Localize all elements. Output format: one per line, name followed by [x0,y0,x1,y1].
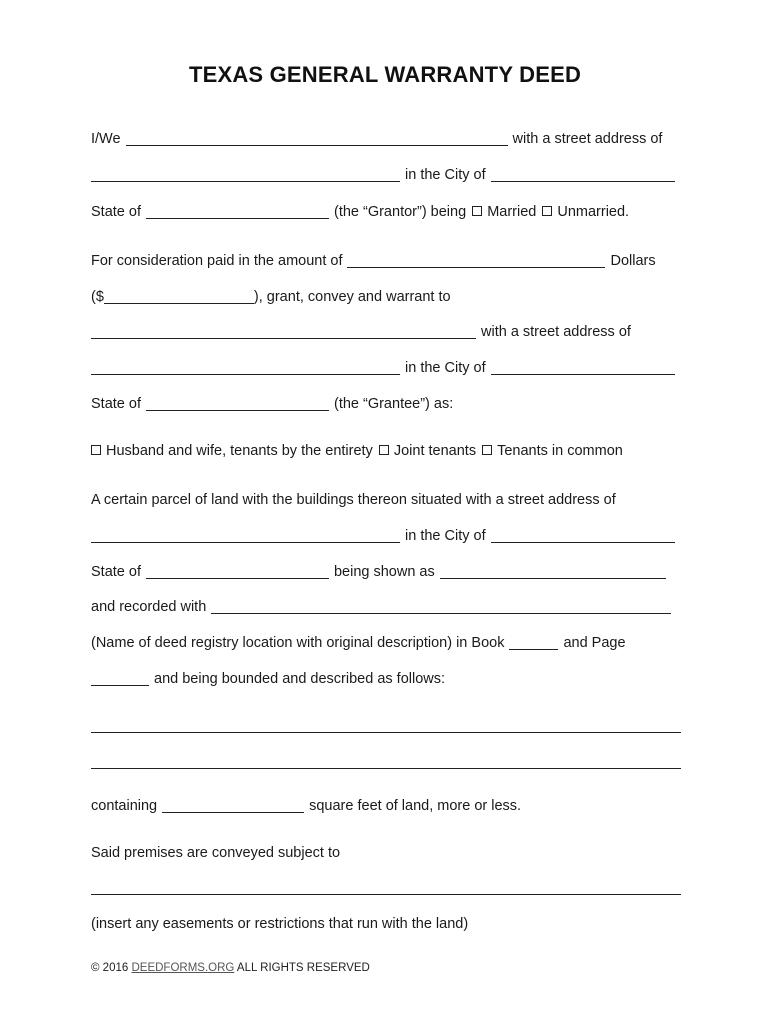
line-grantee-state [91,394,681,414]
line-parcel-state [91,562,681,582]
label-husband-wife: Husband and wife, tenants by the entirety [106,443,373,459]
label-grantee-as: (the “Grantee”) as: [333,396,454,412]
parcel-state-field[interactable] [146,563,329,579]
label-married: Married [487,204,537,220]
line-parcel [91,490,681,510]
label-recorded-with: and recorded with [91,599,207,615]
line-grantee-address [91,358,681,378]
grantee-state-field[interactable] [146,395,329,411]
line-grantor-name [91,129,681,149]
label-being-shown-as: being shown as [333,564,435,580]
label-subject-to: Said premises are conveyed subject to [91,845,341,861]
description-line-1[interactable] [91,732,681,733]
line-grantor-state [91,202,681,222]
line-containing [91,796,681,816]
label-city-of-2: in the City of [405,360,486,376]
label-containing: containing [91,798,158,814]
label-unmarried: Unmarried. [557,204,630,220]
easements-line[interactable] [91,894,681,895]
parcel-city-field[interactable] [491,527,675,543]
grantee-street-field[interactable] [91,359,400,375]
page-field[interactable] [91,670,149,686]
married-checkbox[interactable] [472,206,482,216]
label-iwe: I/We [91,131,121,147]
line-parcel-address [91,526,681,546]
footer-link[interactable]: DEEDFORMS.ORG [131,962,235,974]
label-and-page: and Page [563,635,626,651]
line-grantor-address [91,165,681,185]
grantor-street-field[interactable] [91,166,400,182]
label-state-of: State of [91,204,141,220]
line-grantee-name [91,322,681,342]
footer [91,962,370,974]
joint-tenants-checkbox[interactable] [379,445,389,455]
line-registry [91,633,681,653]
line-easements [91,914,681,934]
tenants-common-checkbox[interactable] [482,445,492,455]
label-parcel: A certain parcel of land with the buildings thereon situated with a street address of [91,492,616,508]
grantor-state-field[interactable] [146,203,329,219]
grantee-city-field[interactable] [491,359,675,375]
label-state-of-3: State of [91,564,141,580]
recorded-with-field[interactable] [211,598,671,614]
description-line-2[interactable] [91,768,681,769]
line-bounded [91,669,681,689]
label-easements: (insert any easements or restrictions that run with the land) [91,916,469,932]
label-consideration: For consideration paid in the amount of [91,253,343,269]
consideration-amount-field[interactable] [104,288,254,304]
label-dollar-open: ($ [91,289,104,305]
line-recorded-with [91,597,681,617]
label-city-of-3: in the City of [405,528,486,544]
line-consideration [91,251,681,271]
label-joint-tenants: Joint tenants [393,443,477,459]
shown-as-field[interactable] [440,563,666,579]
label-square-feet: square feet of land, more or less. [309,798,522,814]
book-field[interactable] [509,634,558,650]
label-street-address: with a street address of [512,131,663,147]
label-dollars: Dollars [610,253,656,269]
line-subject-to [91,843,681,863]
footer-copyright: © 2016 [91,962,129,974]
label-grantor-being: (the “Grantor”) being [333,204,467,220]
label-bounded: and being bounded and described as follows: [154,671,446,687]
label-registry: (Name of deed registry location with original description) in Book [91,635,505,651]
consideration-words-field[interactable] [347,252,605,268]
unmarried-checkbox[interactable] [542,206,552,216]
label-city-of: in the City of [405,167,486,183]
grantor-name-field[interactable] [126,130,508,146]
grantee-name-field[interactable] [91,323,476,339]
square-feet-field[interactable] [162,797,304,813]
footer-rights: ALL RIGHTS RESERVED [236,962,370,974]
line-dollar-amount [91,287,681,307]
label-street-address-2: with a street address of [481,324,631,340]
grantor-city-field[interactable] [491,166,675,182]
label-tenants-common: Tenants in common [497,443,623,459]
document-title: TEXAS GENERAL WARRANTY DEED [188,62,582,87]
label-state-of-2: State of [91,396,141,412]
parcel-street-field[interactable] [91,527,400,543]
label-grant-convey: ), grant, convey and warrant to [253,289,451,305]
line-tenancy [91,441,681,461]
husband-wife-checkbox[interactable] [91,445,101,455]
